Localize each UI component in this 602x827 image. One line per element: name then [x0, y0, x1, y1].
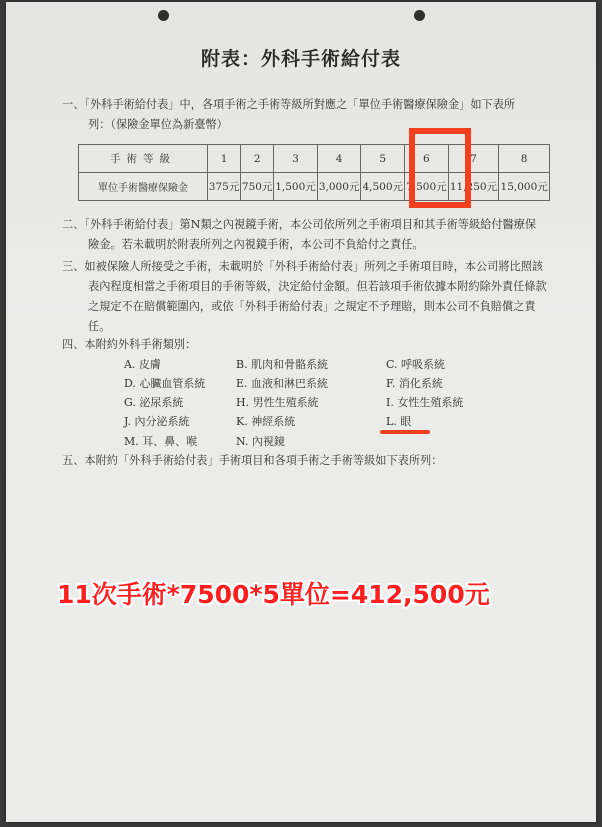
section-3-line-2: 表內程度相當之手術項目的手術等級，決定給付金額。但若該項手術依據本附約除外責任條款 [88, 280, 547, 293]
section-1-line-2: 列：（保險金單位為新臺幣） [88, 118, 228, 131]
category-item: J. 內分泌系統 [124, 415, 190, 428]
table-cell-amount: 4,500元 [361, 173, 405, 201]
category-item: I. 女性生殖系統 [386, 396, 464, 409]
category-item: N. 內視鏡 [236, 435, 285, 448]
surgery-grade-table [78, 144, 550, 201]
category-item: C. 呼吸系統 [386, 358, 446, 371]
table-cell-amount: 1,500元 [274, 173, 318, 201]
table-cell-amount: 15,000元 [499, 173, 550, 201]
category-item: B. 肌肉和骨骼系統 [236, 358, 329, 371]
eye-category-underline [380, 430, 430, 434]
punch-hole-right [414, 10, 425, 21]
category-item: E. 血液和淋巴系統 [236, 377, 329, 390]
table-header-grade: 手術等級 [79, 145, 208, 173]
table-cell-amount: 375元 [208, 173, 241, 201]
category-item: H. 男性生殖系統 [236, 396, 319, 409]
table-header-amount: 單位手術醫療保險金 [79, 173, 208, 201]
document-title: 附表：外科手術給付表 [200, 48, 401, 70]
table-cell-amount: 3,000元 [317, 173, 361, 201]
table-cell-grade: 5 [361, 145, 405, 173]
category-item-highlighted: L. 眼 [386, 415, 412, 428]
table-cell-grade: 1 [208, 145, 241, 173]
section-4-heading: 四、本附約外科手術類別： [62, 338, 197, 351]
category-item: K. 神經系統 [236, 415, 296, 428]
table-cell-grade: 8 [499, 145, 550, 173]
section-3-line-4: 任。 [88, 320, 111, 333]
table-cell-grade: 7 [448, 145, 499, 173]
section-1-line-1: 一、「外科手術給付表」中，各項手術之手術等級所對應之「單位手術醫療保險金」如下表所 [62, 98, 516, 111]
punch-hole-left [158, 10, 169, 21]
table-cell-amount: 7,500元 [405, 173, 449, 201]
category-item: F. 消化系統 [386, 377, 443, 390]
category-item: A. 皮膚 [124, 358, 161, 371]
category-item: G. 泌尿系統 [124, 396, 184, 409]
table-cell-grade: 4 [317, 145, 361, 173]
section-5-line: 五、本附約「外科手術給付表」手術項目和各項手術之手術等級如下表所列： [62, 454, 443, 467]
table-row [79, 145, 550, 173]
section-3-line-1: 三、如被保險人所接受之手術，未載明於「外科手術給付表」所列之手術項目時，本公司將比照該 [62, 260, 544, 273]
category-item: M. 耳、鼻、喉 [124, 435, 198, 448]
category-item: D. 心臟血管系統 [124, 377, 206, 390]
section-2-line-1: 二、「外科手術給付表」第N類之內視鏡手術，本公司依所列之手術項目和其手術等級給付醫療保 [62, 218, 537, 231]
section-2-line-2: 險金。若未載明於附表所列之內視鏡手術，本公司不負給付之責任。 [88, 238, 424, 251]
table-cell-grade: 3 [274, 145, 318, 173]
table-cell-grade: 6 [405, 145, 449, 173]
calculation-annotation: 11次手術*7500*5單位=412,500元 [57, 580, 490, 609]
table-cell-amount: 750元 [241, 173, 274, 201]
table-row [79, 173, 550, 201]
section-3-line-3: 之規定不在賠償範圍內，或依「外科手術給付表」之規定不予理賠，則本公司不負賠償之責 [88, 300, 536, 313]
table-cell-grade: 2 [241, 145, 274, 173]
table-cell-amount: 11,250元 [448, 173, 499, 201]
grade-6-highlight-box [409, 128, 471, 208]
